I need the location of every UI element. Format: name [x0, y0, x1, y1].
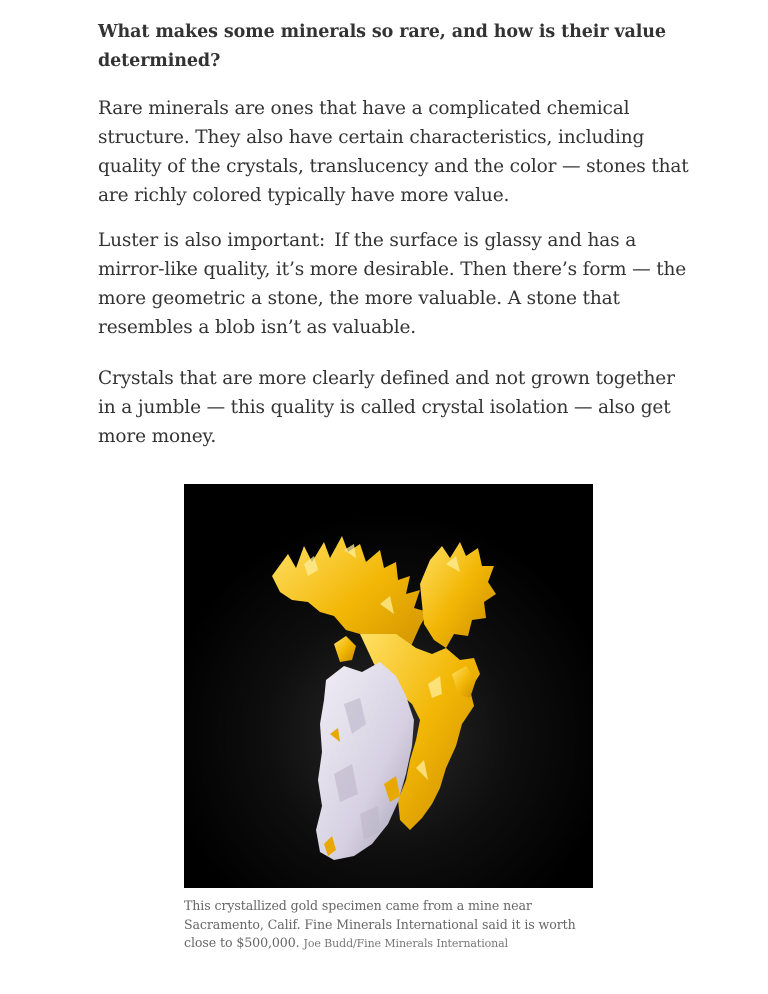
photo-caption	[184, 897, 584, 954]
paragraph-3: Crystals that are more clearly defined and not grown together in a jumble — this quality is called crystal isolation — also get more money.	[98, 368, 675, 447]
paragraph-2: Luster is also important: If the surface is glassy and has a mirror-like quality, it’s more desirable. Then there’s form — the more geometric a stone, the more valuable. A stone that resembles a blob isn’t as valuable.	[98, 230, 687, 338]
caption-text: This crystallized gold specimen came from a mine near Sacramento, Calif. Fine Minerals International said it is worth close to $500,000.	[184, 898, 576, 950]
specimen-figure	[184, 484, 593, 954]
paragraph-1: Rare minerals are ones that have a complicated chemical structure. They also have certain characteristics, including quality of the crystals, translucency and the color — stones that are richly colored typically have more value.	[98, 98, 689, 206]
article-body	[98, 0, 698, 451]
gold-specimen-illustration	[184, 484, 593, 888]
question-heading: What makes some minerals so rare, and how is their value determined?	[98, 22, 666, 71]
gold-specimen-photo	[184, 484, 593, 888]
photo-credit: Joe Budd/Fine Minerals International	[303, 937, 509, 950]
